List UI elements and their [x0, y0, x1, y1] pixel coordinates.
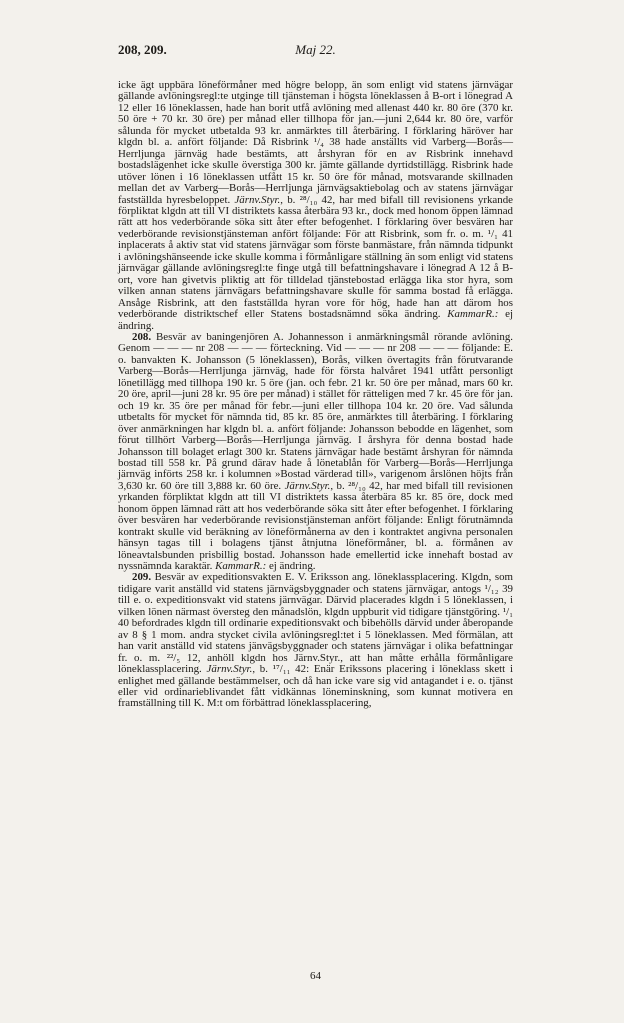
reference-italic: Järnv.Styr. — [206, 663, 253, 676]
paragraph-text: , b. ²⁸/₁₀ 42, har med bifall till revisionen yrkanden förpliktat klgdn att till VI distriktets kassa återbära 85 kr. 85 öre, dock med honom öppen lämnad rätt att hos vederbörande söka sitt åter efter befogenhet. I förklaring över besvären har vederbörande revisionstjänsteman anfört följande: Enligt förutnämnda kontrakt skulle vid beräkning av löneförmånerna av den i kontraktet angivna personalen hänsyn tagas till i bolagens tjänst åtnjutna löneförmåner, bl. a. förmånen av löneavtalsbunden prisbillig bostad. Johansson hade emellertid icke innehaft bostad av nyssnämnda karaktär. — [118, 479, 513, 573]
verdict-italic: KammarR.: — [447, 308, 499, 321]
paragraph-209 — [118, 572, 513, 709]
paragraph-text: , b. ²⁸/₁₀ 42, har med bifall till revisionens yrkande förpliktat klgdn att till VI distriktets kassa återbära 93 kr., dock med honom öppen lämnad rätt att hos vederbörande söka sitt åter efter befogenhet. I förklaring över besvären har vederbörande revisionstjänsteman anfört följande: För att Risbrink, som fr. o. m. ¹/₁ 41 inplacerats å aktiv stat vid statens järnvägar som förste banmästare, från nämnda tidpunkt i avlöningshänseende icke skulle komma i förmånligare ställning än som enligt vid statens järnvägar gällande avlöningsregl:te finge utgå till befattningshavare i lönegrad A 12 å B-ort, vore han givetvis pliktig att för tilldelad tjänstebostad erlägga lika stor hyra, som vilken annan statens järnvägars befattningshavare skulle för samma bostad få erlägga. Ansåge Risbrink, att den fastställda hyran vore för hög, hade han att därom hos vederbörande distriktschef eller Statens bostadsnämnd söka ändring. — [118, 193, 513, 321]
paragraph-208 — [118, 332, 513, 573]
section-numbers: 208, 209. — [118, 42, 167, 57]
verdict-text: ej ändring. — [118, 308, 513, 332]
page-header — [118, 42, 513, 62]
section-number: 208. — [132, 330, 152, 343]
date-title: Maj 22. — [295, 42, 336, 57]
paragraph-text: Besvär av expeditionsvakten E. V. Eriksson ang. löneklassplacering. Klgdn, som tidigare varit anställd vid statens järnvägsbyggnader och statens järnvägar, antogs ¹/₁₂ 39 till e. o. expeditionsvakt vid statens järnvägar. Därvid placerades klgdn i 5 löneklassen, i vilken lönen närmast översteg den månadslön, klgdn uppburit vid tidigare tjänstgöring. ¹/₁ 40 befordrades klgdn till ordinarie expeditionsvakt och bibehölls därvid under åberopande av 8 § 1 mom. andra stycket civila avlöningsregl:tet i 5 löneklassen. Med förmälan, att han varit anställd vid statens jänvägsbyggnader och statens järnvägar i olika befattningar fr. o. m. ²²/₅ 12, anhöll klgdn hos Järnv.Styr., att han måtte erhålla förmånligare löneklassplacering. — [118, 571, 513, 676]
paragraph-text: , b. ¹⁷/₁₁ 42: Enär Erikssons placering i löneklass skett i enlighet med gällande bestämmelser, och då han icke vare sig vid antagandet i e. o. tjänst eller vid ordinarieblivandet fått vidkännas löneminskning, som kunnat motivera en framställning till K. M:t om förbättrad löneklassplacering, — [118, 663, 513, 710]
page-number: 64 — [310, 970, 321, 982]
section-number: 209. — [132, 571, 152, 584]
body-text — [118, 80, 513, 710]
paragraph-text: Besvär av baningenjören A. Johannesson i anmärkningsmål rörande avlöning. Genom — — — nr 208 — — — förteckning. Vid — — — nr 208 — — — följande: E. o. banvakten K. Johansson (5 löneklassen), Borås, vilken övertagits från förutvarande Varberg—Borås—Herrljunga järnväg, hade för första halvåret 1941 utfått personligt lönetillägg med tillhopa 190 kr. 5 öre (jan. och febr. 21 kr. 50 öre per månad, mars 60 kr. 20 öre, april—juni 28 kr. 95 öre per månad) i stället för rätteligen med 7 kr. 45 öre för jan. och 19 kr. 35 öre per månad för febr.—juni eller tillhopa 104 kr. 20 öre. Vad sålunda utbetalts för mycket för nämnda tid, 85 kr. 85 öre, anmärktes till återbäring. I förklaring över anmärkningen har klgdn bl. a. anfört följande: Johansson bebodde en lägenhet, som förut tillhört Varberg—Borås—Herrljunga järnväg. I årshyra för denna bostad hade Johansson till bolaget erlagt 300 kr. Statens järnvägar hade bestämt årshyran för nämnda bostad till 558 kr. På grund därav hade å lönetablån för Varberg—Borås—Herrljunga järnväg införts 258 kr. i kolumnen »Bostad värderad till», varigenom årslönen höjts från 3,630 kr. 60 öre till 3,888 kr. 60 öre. — [118, 330, 513, 492]
reference-italic: Järnv.Styr. — [234, 193, 281, 206]
verdict-text: ej ändring. — [266, 560, 316, 573]
paragraph-text: icke ägt uppbära löneförmåner med högre belopp, än som enligt vid statens järnvägar gällande avlöningsregl:te utginge till tjänsteman i högsta löneklassen å B-ort i lönegrad A 12 eller 16 löneklassen, hade han borit utfå avlöning med allenast 440 kr. 80 öre (370 kr. 50 öre + 70 kr. 30 öre) per månad eller tillhopa för jan.—juni 2,644 kr. 80 öre, varför sålunda för mycket utbetalda 93 kr. anmärktes till återbäring. I förklaring häröver har klgdn bl. a. anfört följande: Då Risbrink ¹/₄ 38 hade anställts vid Varberg—Borås—Herrljunga järnväg hade bestämts, att årshyran för en av Risbrink innehavd bostadslägenhet icke skulle överstiga 300 kr. jämte gällande dyrtidstillägg. Risbrink hade utöver lönen i 16 löneklassen utfått 15 kr. 50 öre för månad, motsvarande skillnaden mellan det av Varberg—Borås—Herrljunga järnvägsaktiebolag och av statens järnvägar fastställda hyresbeloppet. — [118, 79, 513, 206]
paragraph-continuation — [118, 80, 513, 332]
verdict-italic: KammarR.: — [215, 560, 267, 573]
reference-italic: Järnv.Styr. — [284, 479, 331, 492]
